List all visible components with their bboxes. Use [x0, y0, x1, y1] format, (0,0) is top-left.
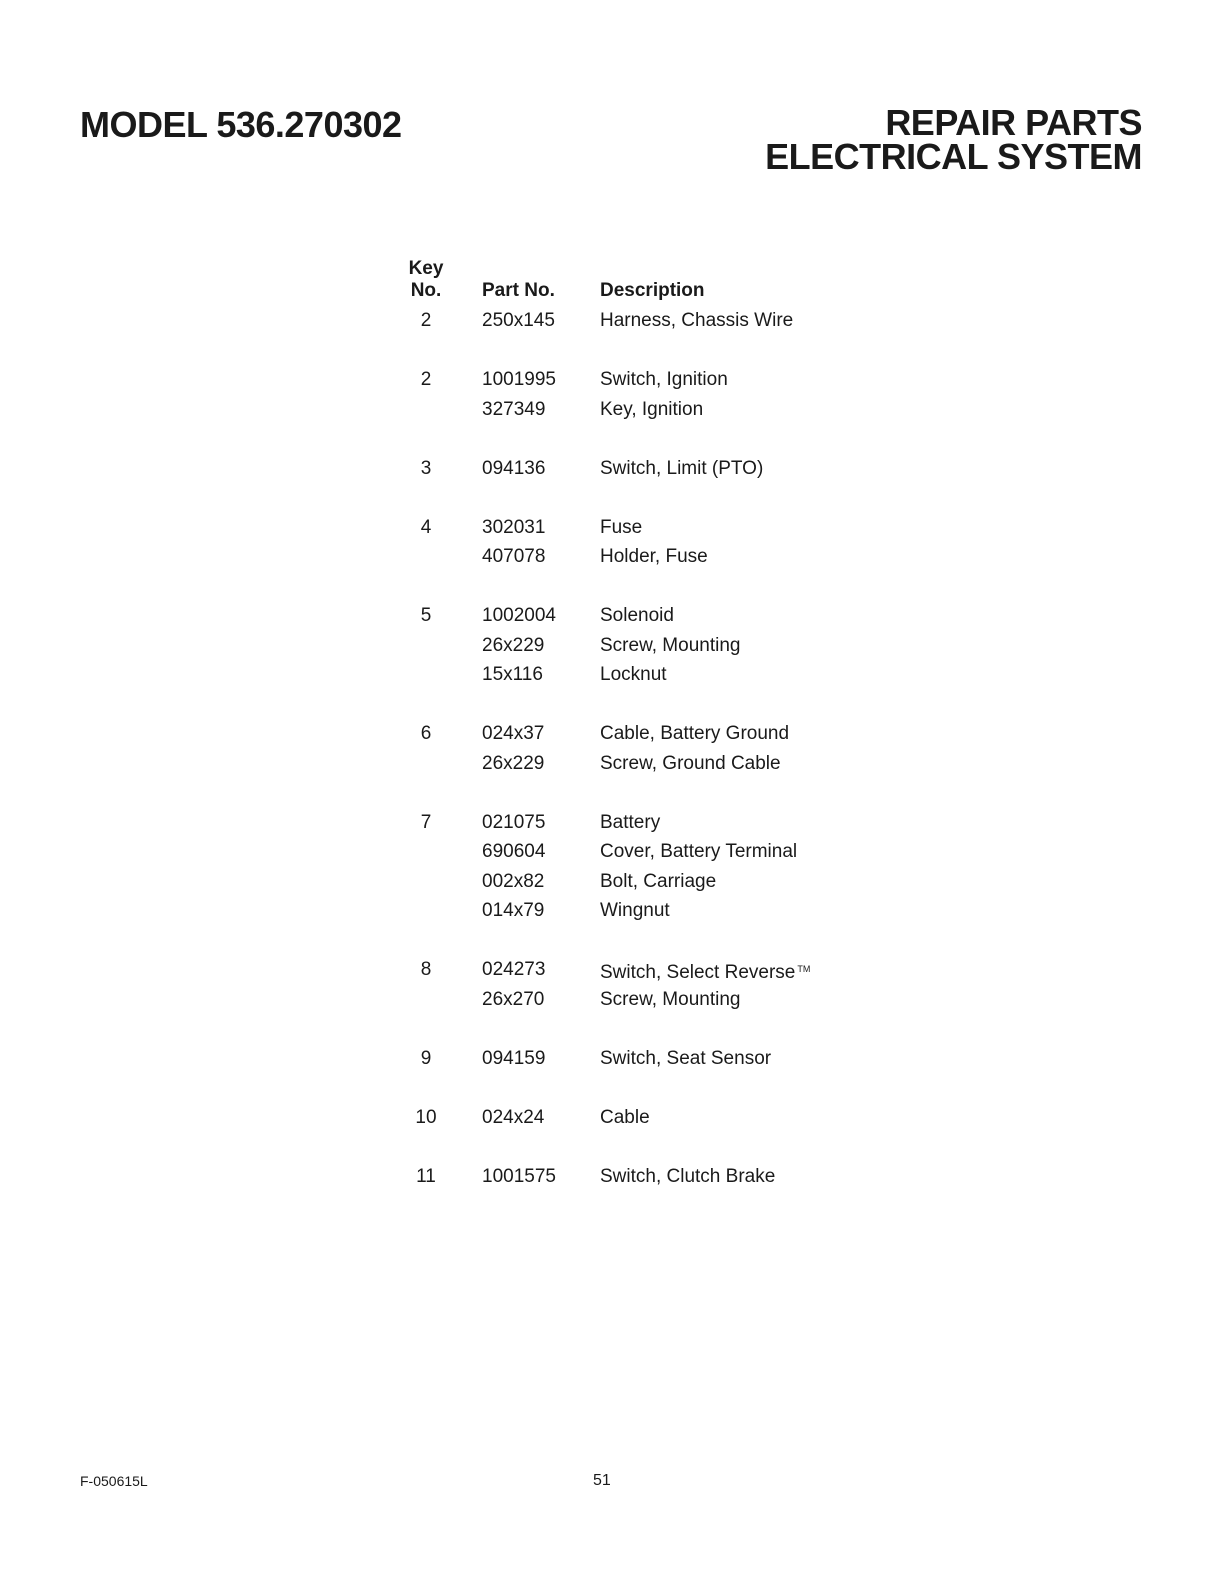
key-number: 4	[420, 516, 432, 538]
section-title-line2: ELECTRICAL SYSTEM	[765, 136, 1142, 177]
section-title-line1: REPAIR PARTS	[885, 102, 1142, 143]
description-cell	[600, 601, 674, 631]
part-number: 1001995	[482, 369, 556, 390]
description-cell	[600, 631, 740, 661]
description-cell	[600, 808, 660, 838]
description-cell	[600, 719, 789, 749]
table-row	[400, 867, 860, 897]
section-title	[765, 102, 1142, 177]
model-title: MODEL 536.270302	[80, 104, 402, 145]
parts-group	[400, 306, 860, 336]
description-cell	[600, 454, 763, 484]
table-row	[400, 395, 860, 425]
description: Holder, Fuse	[600, 546, 708, 567]
parts-group	[400, 719, 860, 778]
part-number: 250x145	[482, 310, 555, 331]
key-number: 7	[420, 811, 432, 833]
key-number: 5	[420, 605, 432, 626]
description-cell	[600, 395, 703, 425]
description-cell	[600, 896, 670, 926]
table-row	[400, 719, 860, 749]
footer-code: F-050615L	[80, 1473, 148, 1489]
description: Bolt, Carriage	[600, 870, 717, 892]
description-cell	[600, 837, 797, 867]
description-cell	[600, 365, 728, 395]
description-cell	[600, 306, 793, 336]
description: Cable	[600, 1106, 650, 1128]
description: Harness, Chassis Wire	[600, 310, 794, 331]
description-cell	[600, 985, 740, 1015]
description-cell	[600, 542, 708, 572]
part-number: 26x270	[482, 988, 545, 1010]
description-cell	[600, 660, 667, 690]
part-number: 094159	[482, 1047, 546, 1069]
part-number: 014x79	[482, 900, 545, 921]
key-number: 2	[420, 310, 432, 331]
description: Switch, Seat Sensor	[600, 1047, 772, 1069]
parts-group	[400, 454, 860, 484]
description: Solenoid	[600, 605, 674, 626]
part-number: 15x116	[482, 664, 543, 685]
description: Cable, Battery Ground	[600, 723, 790, 744]
table-row	[400, 896, 860, 926]
table-row	[400, 955, 860, 985]
key-number: 11	[416, 1165, 436, 1187]
description: Switch, Limit (PTO)	[600, 457, 764, 479]
parts-group	[400, 1044, 860, 1074]
description-cell	[600, 513, 642, 543]
table-row	[400, 1044, 860, 1074]
part-number: 024273	[482, 959, 546, 980]
description: Switch, Select Reverse	[600, 962, 796, 983]
parts-group	[400, 513, 860, 572]
key-number: 6	[420, 723, 432, 744]
parts-group	[400, 365, 860, 424]
key-number: 9	[420, 1047, 432, 1069]
table-row	[400, 985, 860, 1015]
description-cell	[600, 867, 716, 897]
description: Cover, Battery Terminal	[600, 841, 798, 862]
description: Switch, Clutch Brake	[600, 1165, 776, 1187]
table-row	[400, 454, 860, 484]
key-header-line2: No.	[410, 280, 442, 301]
description-cell	[600, 1103, 650, 1133]
part-no-header: Part No.	[482, 280, 555, 301]
description: Screw, Mounting	[600, 634, 741, 656]
table-row	[400, 365, 860, 395]
table-row	[400, 1103, 860, 1133]
table-row	[400, 601, 860, 631]
table-row	[400, 808, 860, 838]
description-cell	[600, 749, 781, 779]
table-body	[400, 306, 860, 1191]
page-number: 51	[593, 1472, 611, 1489]
part-number: 690604	[482, 841, 546, 862]
part-number: 26x229	[482, 634, 545, 656]
key-number: 10	[415, 1106, 437, 1128]
key-number: 3	[420, 457, 432, 479]
description: Switch, Ignition	[600, 369, 728, 390]
table-row	[400, 306, 860, 336]
part-number: 024x37	[482, 723, 545, 744]
part-number: 002x82	[482, 870, 545, 892]
description: Fuse	[600, 516, 643, 538]
table-row	[400, 513, 860, 543]
table-row	[400, 660, 860, 690]
part-number: 327349	[482, 398, 546, 420]
parts-group	[400, 808, 860, 926]
description: Locknut	[600, 664, 667, 685]
parts-group	[400, 601, 860, 690]
part-number: 021075	[482, 811, 546, 833]
trademark-mark: TM	[797, 964, 811, 974]
description: Battery	[600, 811, 661, 833]
key-number: 2	[420, 369, 432, 390]
description-cell	[600, 1044, 771, 1074]
table-row	[400, 1162, 860, 1192]
key-header-line1: Key	[408, 258, 444, 279]
description: Key, Ignition	[600, 398, 704, 420]
description: Screw, Mounting	[600, 988, 741, 1010]
description: Screw, Ground Cable	[600, 752, 781, 774]
description-cell	[600, 955, 810, 988]
part-number: 024x24	[482, 1106, 545, 1128]
part-number: 26x229	[482, 752, 545, 774]
parts-table	[400, 258, 860, 1221]
table-row	[400, 631, 860, 661]
part-number: 407078	[482, 546, 546, 567]
part-number: 302031	[482, 516, 546, 538]
part-number: 1002004	[482, 605, 556, 626]
parts-group	[400, 1103, 860, 1133]
key-number: 8	[420, 959, 432, 980]
part-number: 1001575	[482, 1165, 556, 1187]
part-number: 094136	[482, 457, 546, 479]
table-row	[400, 542, 860, 572]
description-cell	[600, 1162, 775, 1192]
table-header	[400, 258, 860, 306]
table-row	[400, 749, 860, 779]
table-row	[400, 837, 860, 867]
description-header: Description	[600, 280, 705, 301]
parts-group	[400, 955, 860, 1014]
description: Wingnut	[600, 900, 670, 921]
parts-group	[400, 1162, 860, 1192]
